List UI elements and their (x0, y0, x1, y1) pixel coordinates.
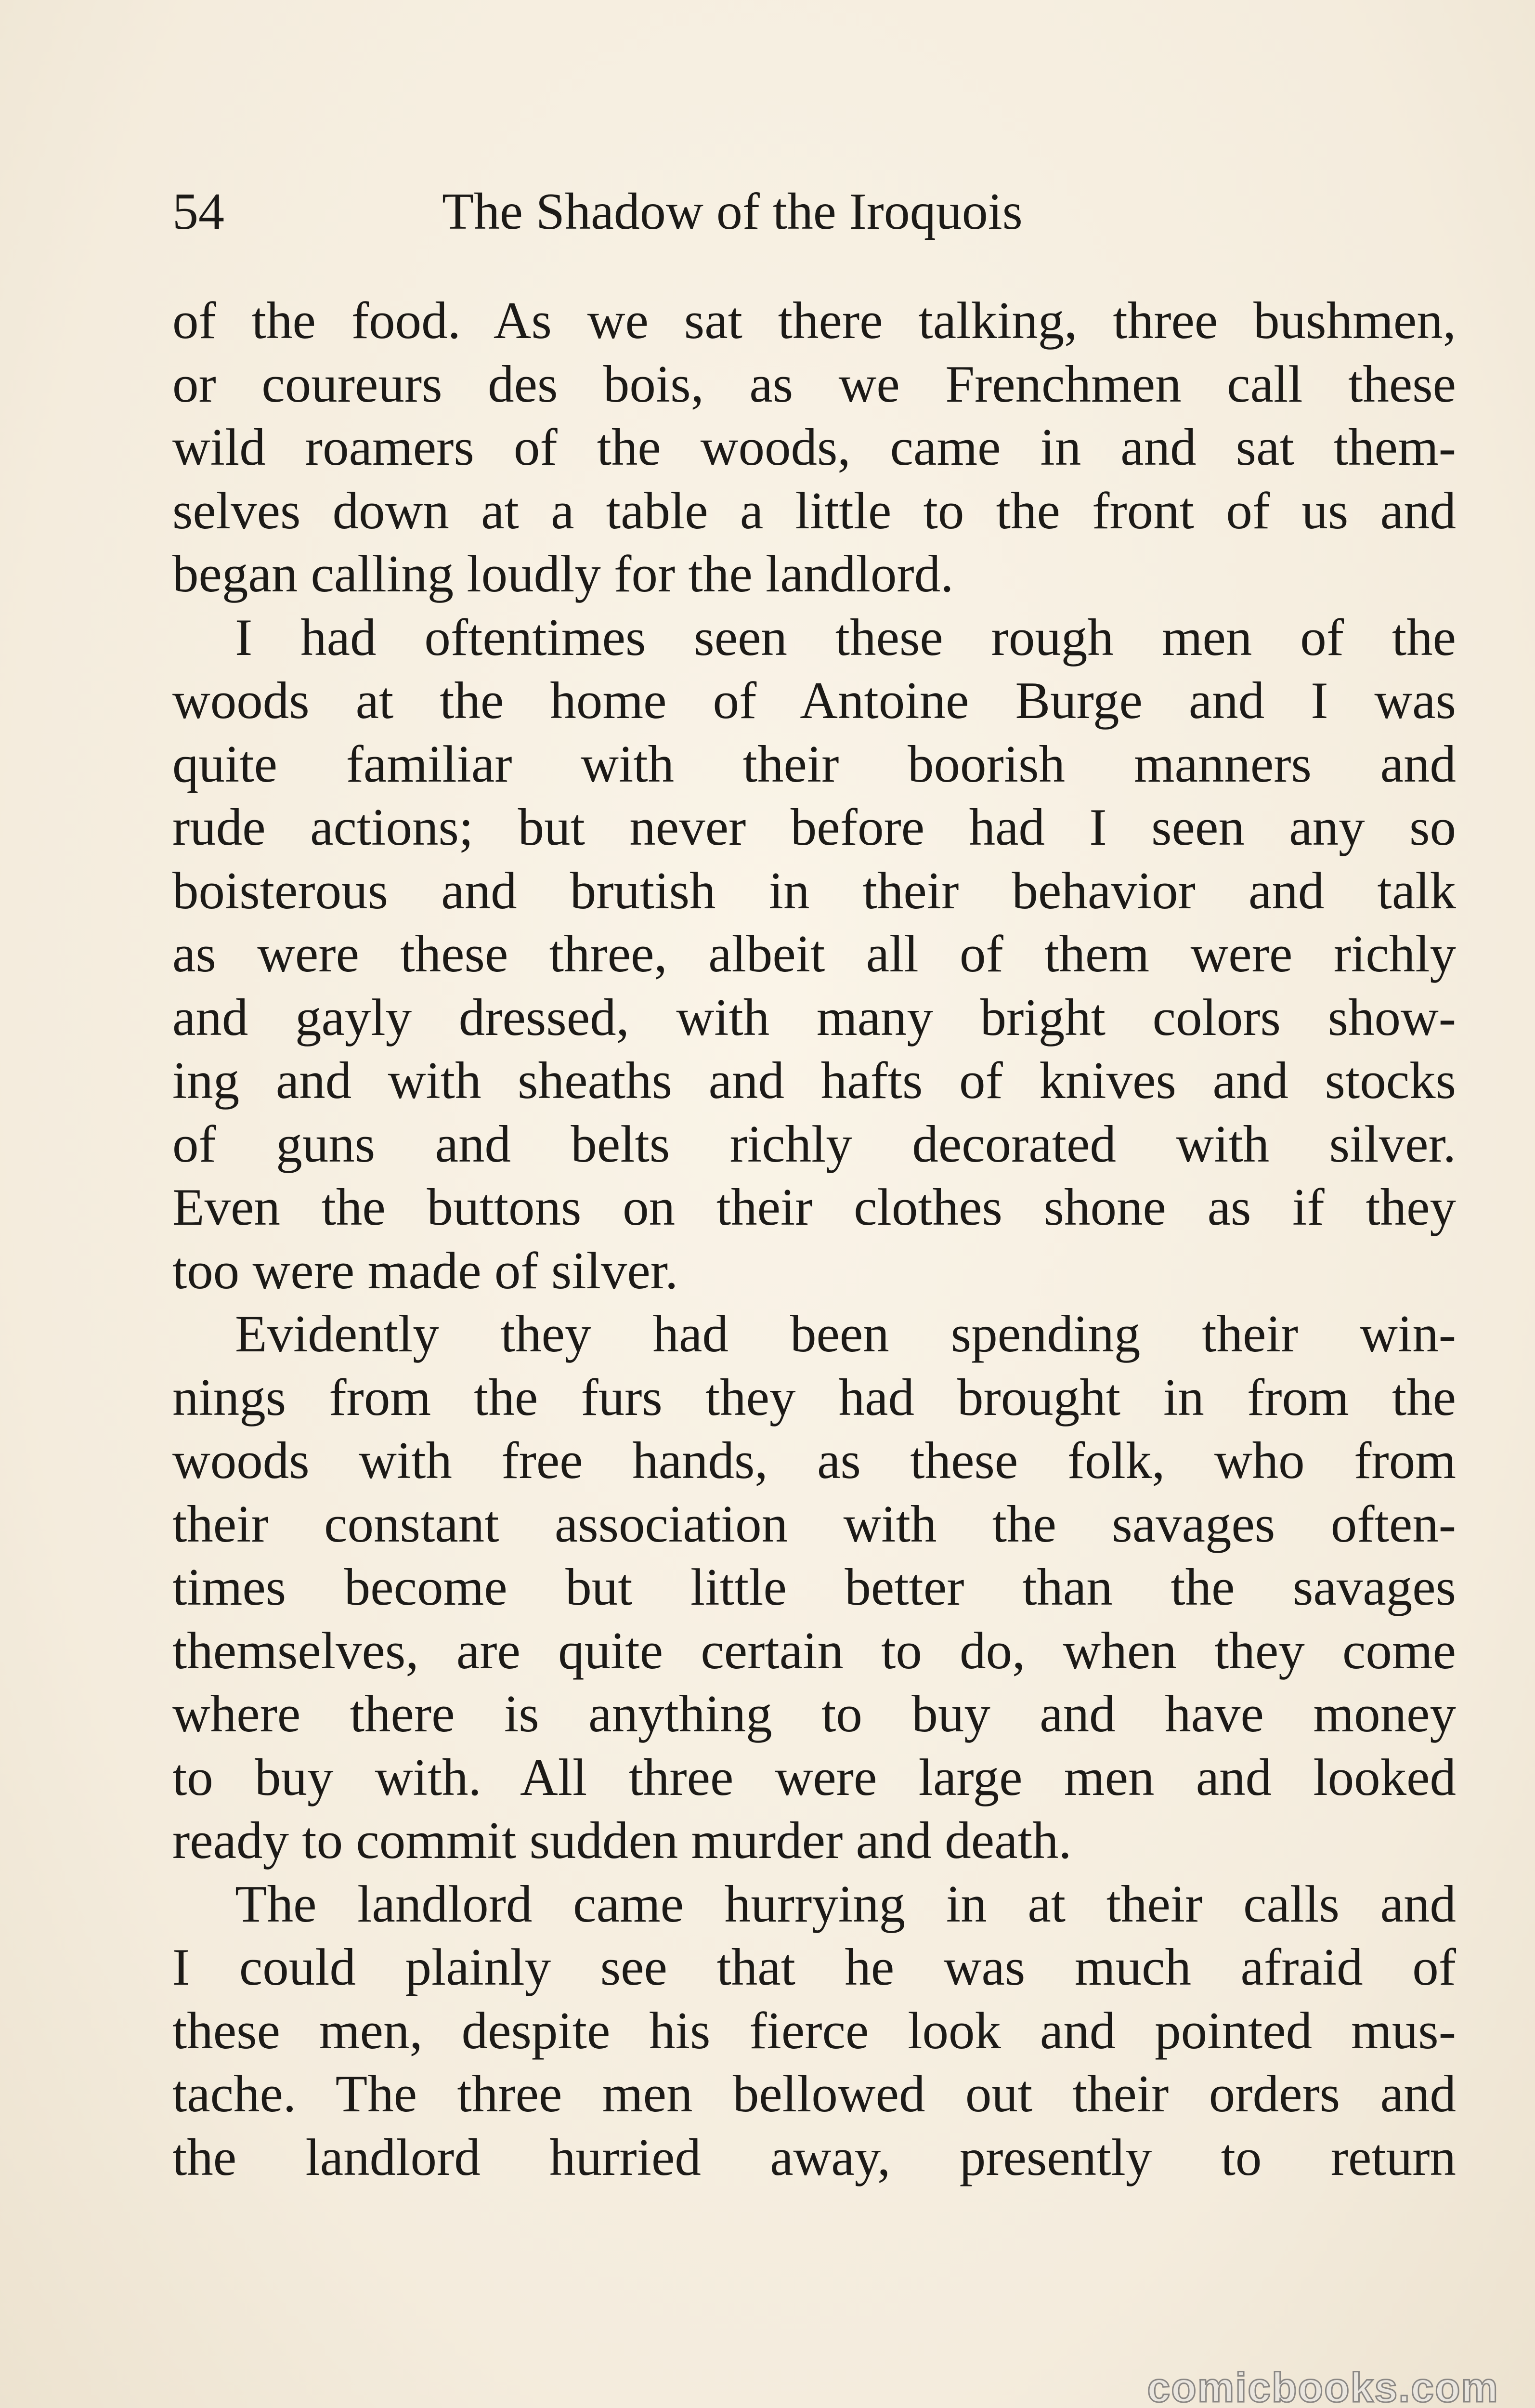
text-line: woods with free hands, as these folk, who from (172, 1431, 1456, 1490)
text-line: rude actions; but never before had I seen any so (172, 798, 1456, 856)
text-line: themselves, are quite certain to do, when they come (172, 1621, 1456, 1680)
text-line: boisterous and brutish in their behavior and talk (172, 861, 1456, 920)
text-line: wild roamers of the woods, came in and sat them- (172, 418, 1456, 476)
text-line: The landlord came hurrying in at their calls and (235, 1874, 1456, 1933)
text-line: as were these three, albeit all of them were richly (172, 925, 1456, 983)
text-line: of guns and belts richly decorated with silver. (172, 1114, 1456, 1173)
text-line: to buy with. All three were large men and looked (172, 1748, 1456, 1806)
text-line: times become but little better than the savages (172, 1558, 1456, 1616)
running-title: The Shadow of the Iroquois (442, 183, 1023, 240)
text-line: Even the buttons on their clothes shone as if they (172, 1178, 1456, 1236)
text-line: the landlord hurried away, presently to return (172, 2128, 1456, 2186)
text-line: nings from the furs they had brought in from the (172, 1368, 1456, 1426)
text-line: ready to commit sudden murder and death. (172, 1811, 1072, 1870)
text-line: where there is anything to buy and have money (172, 1685, 1456, 1743)
text-line: quite familiar with their boorish manners and (172, 734, 1456, 793)
text-line: ing and with sheaths and hafts of knives and stocks (172, 1051, 1456, 1110)
text-line: began calling loudly for the landlord. (172, 545, 954, 603)
text-line: selves down at a table a little to the front of us and (172, 481, 1456, 540)
text-line: or coureurs des bois, as we Frenchmen call these (172, 354, 1456, 413)
text-line: Evidently they had been spending their win- (235, 1305, 1456, 1363)
text-line: I could plainly see that he was much afraid of (172, 1938, 1456, 1996)
watermark-text: comicbooks.com (1147, 2365, 1499, 2408)
text-line: too were made of silver. (172, 1241, 678, 1300)
body-text (172, 289, 1456, 2189)
text-line: their constant association with the savages often- (172, 1494, 1456, 1553)
text-line: I had oftentimes seen these rough men of the (235, 608, 1456, 667)
text-line: of the food. As we sat there talking, three bushmen, (172, 291, 1456, 350)
text-line: and gayly dressed, with many bright colors show- (172, 988, 1456, 1047)
page-header (172, 173, 1454, 250)
page-number: 54 (172, 183, 224, 240)
text-line: woods at the home of Antoine Burge and I was (172, 671, 1456, 730)
text-line: tache. The three men bellowed out their orders and (172, 2065, 1456, 2123)
text-line: these men, despite his fierce look and pointed mus- (172, 2001, 1456, 2060)
